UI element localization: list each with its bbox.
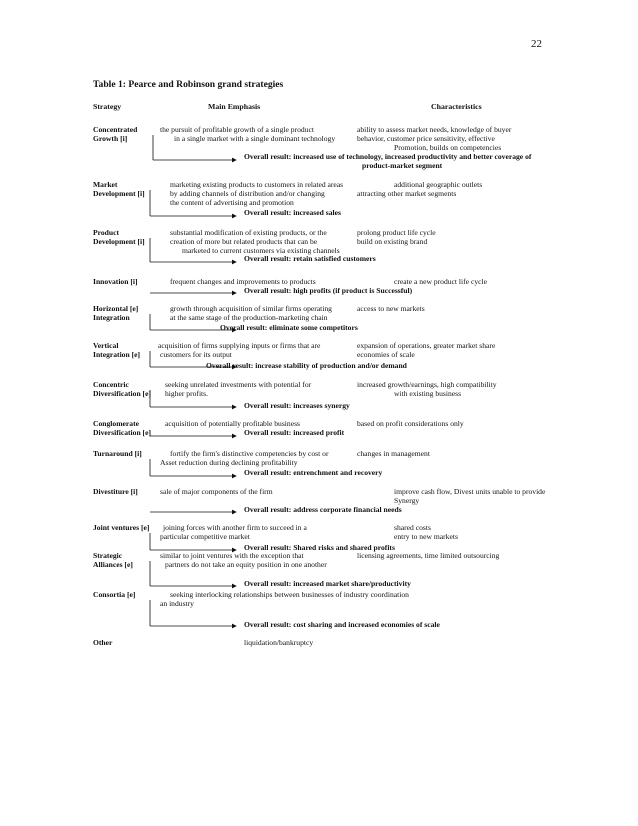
main-emphasis-text: at the same stage of the production-marketing chain [170,313,328,322]
main-emphasis-text: frequent changes and improvements to products [170,277,316,286]
characteristics-text: Promotion, builds on competencies [394,143,502,152]
characteristics-text: licensing agreements, time limited outsourcing [357,551,500,560]
main-emphasis-text: seeking interlocking relationships between businesses of industry coordination [170,590,409,599]
main-emphasis-text: the pursuit of profitable growth of a single product [160,125,314,134]
overall-result: Overall result: increases synergy [244,401,350,410]
characteristics-text: Synergy [394,496,420,505]
header-main-emphasis: Main Emphasis [208,102,261,111]
strategy-name: Diversification [e] [93,389,151,398]
overall-result: Overall result: increased sales [244,208,341,217]
strategy-name: Growth [i] [93,134,128,143]
overall-result: Overall result: Shared risks and shared profits [244,543,395,552]
strategy-name: Product [93,228,120,237]
main-emphasis-text: customers for its output [160,350,232,359]
characteristics-text: increased growth/earnings, high compatibility [357,380,497,389]
characteristics-text: ability to assess market needs, knowledge of buyer [357,125,512,134]
characteristics-text: build on existing brand [357,237,428,246]
strategy-name: Conglomerate [93,419,139,428]
main-emphasis-text: acquisition of potentially profitable business [165,419,300,428]
main-emphasis-text: Asset reduction during declining profitability [160,458,298,467]
main-emphasis-text: growth through acquisition of similar firms operating [170,304,332,313]
characteristics-text: attracting other market segments [357,189,457,198]
characteristics-text: behavior, customer price sensitivity, effective [357,134,495,143]
strategy-name: Development [i] [93,189,145,198]
main-emphasis-text: creation of more but related products that can be [170,237,318,246]
characteristics-text: prolong product life cycle [357,228,436,237]
strategy-name: Divestiture [i] [93,487,138,496]
strategy-name: Consortia [e] [93,590,136,599]
characteristics-text: shared costs [394,523,431,532]
main-emphasis-text: similar to joint ventures with the exception that [160,551,304,560]
main-emphasis-text: fortify the firm's distinctive competencies by cost or [170,449,329,458]
strategy-name: Concentrated [93,125,138,134]
characteristics-text: economies of scale [357,350,415,359]
characteristics-text: based on profit considerations only [357,419,464,428]
strategy-name: Joint ventures [e] [93,523,150,532]
main-emphasis-text: higher profits. [165,389,209,398]
main-emphasis-text: partners do not take an equity position in one another [165,560,327,569]
strategy-name: Turnaround [i] [93,449,142,458]
main-emphasis-text: seeking unrelated investments with potential for [165,380,312,389]
main-emphasis-text: joining forces with another firm to succeed in a [163,523,307,532]
main-emphasis-text: liquidation/bankruptcy [244,638,314,647]
overall-result: Overall result: increased profit [244,428,345,437]
table-title: Table 1: Pearce and Robinson grand strategies [93,79,284,90]
main-emphasis-text: marketing existing products to customers in related areas [170,180,344,189]
strategy-name: Integration [93,313,130,322]
characteristics-text: additional geographic outlets [394,180,483,189]
overall-result: Overall result: increase stability of production and/or demand [206,361,407,370]
strategy-name: Diversification [e] [93,428,151,437]
strategy-name: Strategic [93,551,123,560]
main-emphasis-text: particular competitive market [160,532,250,541]
strategy-name: Development [i] [93,237,145,246]
overall-result: Overall result: retain satisfied customers [244,254,376,263]
characteristics-text: access to new markets [357,304,425,313]
main-emphasis-text: an industry [160,599,194,608]
strategy-name: Other [93,638,113,647]
header-characteristics: Characteristics [431,102,482,111]
characteristics-text: entry to new markets [394,532,458,541]
overall-result: product-market segment [362,161,443,170]
overall-result: Overall result: address corporate financial needs [244,505,402,514]
main-emphasis-text: acquisition of firms supplying inputs or firms that are [158,341,321,350]
header-strategy: Strategy [93,102,122,111]
main-emphasis-text: substantial modification of existing products, or the [170,228,327,237]
characteristics-text: with existing business [394,389,462,398]
main-emphasis-text: sale of major components of the firm [160,487,273,496]
characteristics-text: changes in management [357,449,430,458]
characteristics-text: improve cash flow, Divest units unable to provide [394,487,546,496]
main-emphasis-text: by adding channels of distribution and/or changing [170,189,325,198]
characteristics-text: create a new product life cycle [394,277,487,286]
strategy-name: Integration [e] [93,350,141,359]
overall-result: Overall result: entrenchment and recovery [244,468,383,477]
strategy-name: Alliances [e] [93,560,133,569]
strategy-name: Horizontal [e] [93,304,139,313]
strategy-name: Concentric [93,380,129,389]
overall-result: Overall result: increased market share/productivity [244,579,411,588]
overall-result: Overall result: increased use of technology, increased productivity and better coverage of [244,152,532,161]
overall-result: Overall result: high profits (if product is Successful) [244,286,413,295]
strategy-name: Vertical [93,341,119,350]
main-emphasis-text: in a single market with a single dominant technology [174,134,336,143]
strategy-name: Innovation [i] [93,277,138,286]
characteristics-text: expansion of operations, greater market share [357,341,496,350]
overall-result: Overall result: eliminate some competitors [220,323,358,332]
main-emphasis-text: the content of advertising and promotion [170,198,294,207]
strategy-name: Market [93,180,118,189]
overall-result: Overall result: cost sharing and increased economies of scale [244,620,440,629]
page-number: 22 [531,38,542,50]
main-emphasis-text: marketed to current customers via existing channels [182,246,340,255]
